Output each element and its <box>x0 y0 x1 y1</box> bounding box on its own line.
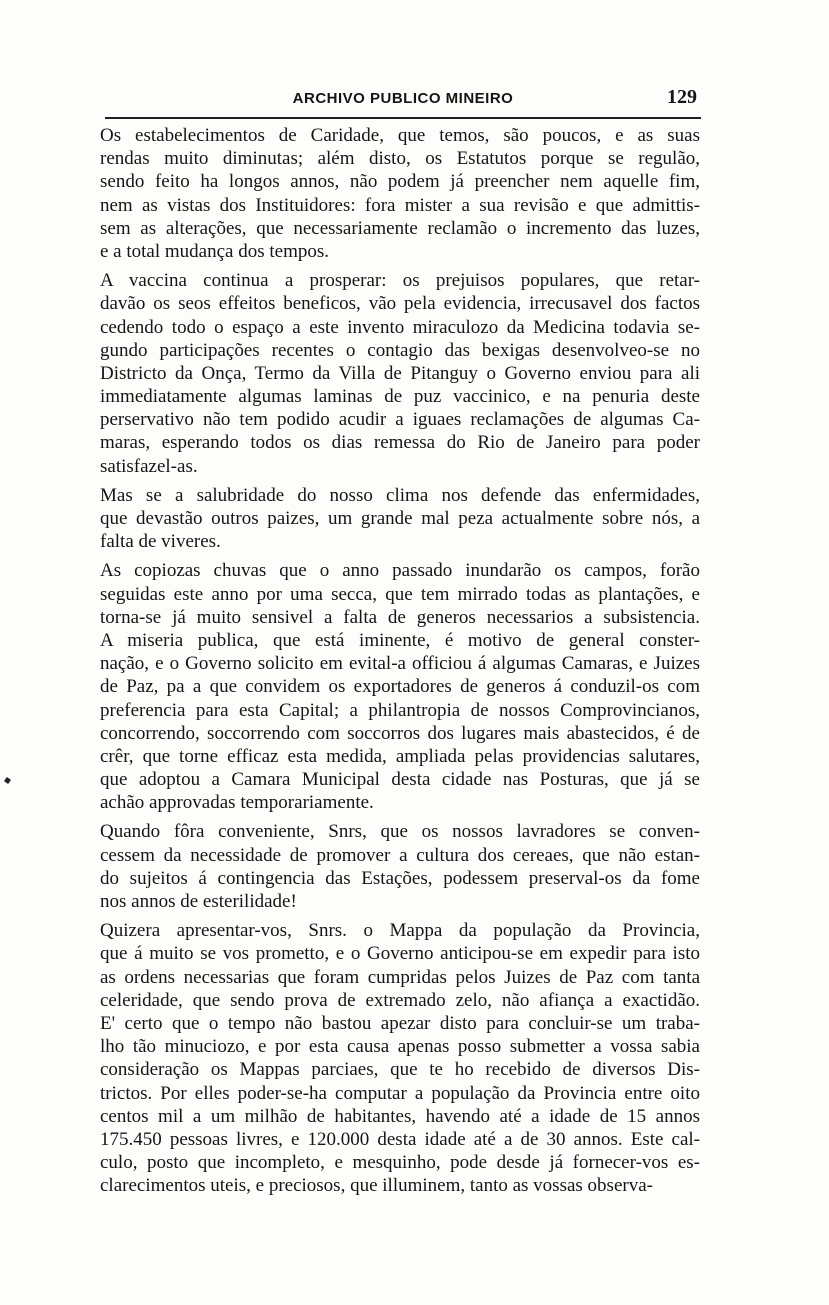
paragraph <box>100 919 700 1197</box>
text-line: A miseria publica, que está iminente, é motivo de general conster- <box>100 629 700 651</box>
text-line: clarecimentos uteis, e preciosos, que illuminem, tanto as vossas observa- <box>100 1175 653 1197</box>
text-line: centos mil a um milhão de habitantes, havendo até a idade de 15 annos <box>100 1105 700 1127</box>
text-line: crêr, que torne efficaz esta medida, ampliada pelas providencias salutares, <box>100 745 700 767</box>
text-line: e a total mudança dos tempos. <box>100 240 329 262</box>
text-line: celeridade, que sendo prova de extremado zelo, não afiança a exactidão. <box>100 989 700 1011</box>
page-number: 129 <box>667 86 697 108</box>
text-line: achão approvadas temporariamente. <box>100 792 374 814</box>
text-line: nação, e o Governo solicito em evital-a officiou á algumas Camaras, e Juizes <box>100 653 700 675</box>
text-line: nos annos de esterilidade! <box>100 891 297 912</box>
text-line: rendas muito diminutas; além disto, os Estatutos porque se regulão, <box>100 148 700 170</box>
text-line: trictos. Por elles poder-se-ha computar a população da Provincia entre oito <box>100 1082 700 1104</box>
body-text <box>100 124 700 1197</box>
paragraph <box>100 484 700 554</box>
text-line: lho tão minuciozo, e por esta causa apenas posso submetter a vossa sabia <box>100 1036 700 1058</box>
text-line: consideração os Mappas parciaes, que te ho recebido de diversos Dis- <box>100 1059 700 1081</box>
text-line: falta de viveres. <box>100 531 221 553</box>
text-line: maras, esperando todos os dias remessa do Rio de Janeiro para poder <box>100 432 700 454</box>
text-line: que devastão outros paizes, um grande mal peza actualmente sobre nós, a <box>100 508 700 529</box>
text-line: satisfazel-as. <box>100 455 198 477</box>
text-line: davão os seos effeitos beneficos, vão pela evidencia, irrecusavel dos factos <box>100 293 700 315</box>
text-line: torna-se já muito sensivel a falta de generos necessarios a subsistencia. <box>100 606 700 628</box>
text-line: que á muito se vos prometto, e o Governo anticipou-se em expedir para isto <box>100 943 700 965</box>
running-header <box>105 86 701 114</box>
text-line: Districto da Onça, Termo da Villa de Pitanguy o Governo enviou para ali <box>100 362 700 384</box>
text-line: Os estabelecimentos de Caridade, que temos, são poucos, e as suas <box>100 125 700 146</box>
text-line: E' certo que o tempo não bastou apezar disto para concluir-se um traba- <box>100 1012 700 1034</box>
header-title: ARCHIVO PUBLICO MINEIRO <box>292 90 514 107</box>
text-line: do sujeitos á contingencia das Estações, podessem preserval-os da fome <box>100 867 700 889</box>
text-line: cessem da necessidade de promover a cultura dos cereaes, que não estan- <box>100 844 700 866</box>
text-line: gundo participações recentes o contagio das bexigas desenvolveo-se no <box>100 339 700 361</box>
text-line: immediatamente algumas laminas de puz vaccinico, e na penuria deste <box>100 386 700 408</box>
text-line: sendo feito ha longos annos, não podem já preencher nem aquelle fim, <box>100 171 700 193</box>
text-line: de Paz, pa a que convidem os exportadores de generos á conduzil-os com <box>100 676 700 698</box>
text-line: As copiozas chuvas que o anno passado inundarão os campos, forão <box>100 560 700 582</box>
text-line: sem as alterações, que necessariamente reclamão o incremento das luzes, <box>100 217 700 239</box>
text-line: seguidas este anno por uma secca, que tem mirrado todas as plantações, e <box>100 583 700 605</box>
text-line: perservativo não tem podido acudir a iguaes reclamações de algumas Ca- <box>100 409 700 431</box>
text-line: Quando fôra conveniente, Snrs, que os nossos lavradores se conven- <box>100 821 700 843</box>
text-line: A vaccina continua a prosperar: os prejuisos populares, que retar- <box>100 270 700 292</box>
text-line: Quizera apresentar-vos, Snrs. o Mappa da população da Provincia, <box>100 920 700 942</box>
text-line: cedendo todo o espaço a este invento miraculozo da Medicina todavia se- <box>100 316 700 338</box>
text-line: Mas se a salubridade do nosso clima nos defende das enfermidades, <box>100 484 700 506</box>
text-line: as ordens necessarias que foram cumpridas pelos Juizes de Paz com tanta <box>100 966 700 988</box>
margin-mark <box>4 777 11 784</box>
paragraph <box>100 559 700 814</box>
paragraph <box>100 269 700 478</box>
text-line: nem as vistas dos Instituidores: fora mister a sua revisão e que admittis- <box>100 194 700 216</box>
header-rule <box>105 117 701 119</box>
paragraph <box>100 124 700 263</box>
text-line: concorrendo, soccorrendo com soccorros dos lugares mais abastecidos, é de <box>100 722 700 744</box>
text-line: que adoptou a Camara Municipal desta cidade nas Posturas, que já se <box>100 769 700 791</box>
text-line: 175.450 pessoas livres, e 120.000 desta idade até a de 30 annos. Este cal- <box>100 1128 700 1150</box>
text-line: culo, posto que incompleto, e mesquinho, pode desde já fornecer-vos es- <box>100 1152 700 1174</box>
paragraph <box>100 820 700 913</box>
text-line: preferencia para esta Capital; a philantropia de nossos Comprovincianos, <box>100 699 700 721</box>
